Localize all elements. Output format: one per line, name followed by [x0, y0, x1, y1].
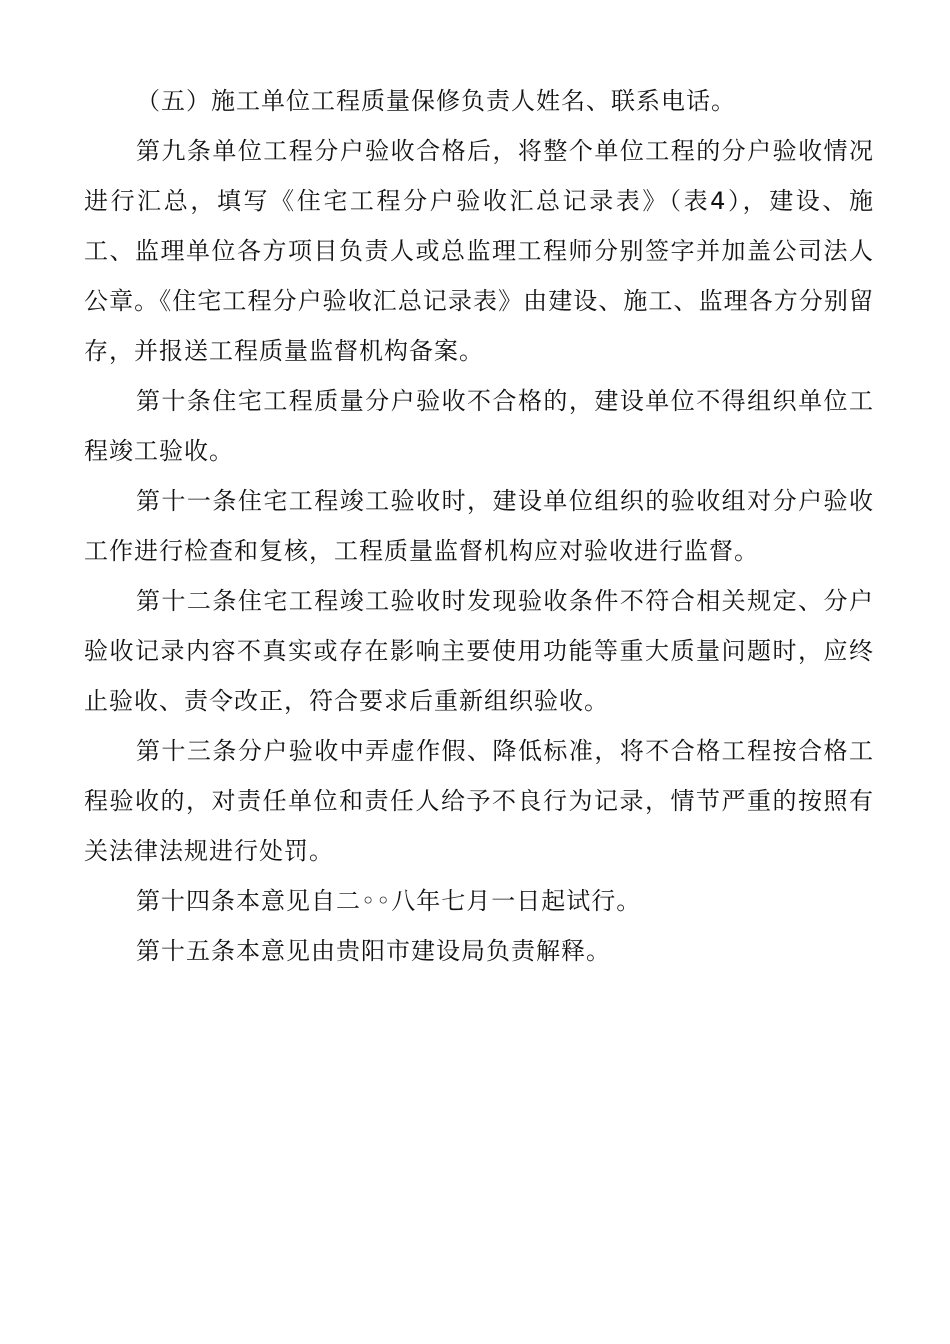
- document-body: [84, 76, 874, 976]
- paragraph-article-15: 第十五条本意见由贵阳市建设局负责解释。: [136, 937, 611, 965]
- paragraph-article-9: 第九条单位工程分户验收合格后，将整个单位工程的分户验收情况进行汇总，填写《住宅工程分户验收汇总记录表》（表4），建设、施工、监理单位各方项目负责人或总监理工程师分别签字并加盖公司法人公章。《住宅工程分户验收汇总记录表》由建设、施工、监理各方分别留存，并报送工程质量监督机构备案。: [84, 137, 874, 365]
- paragraph-article-13: 第十三条分户验收中弄虚作假、降低标准，将不合格工程按合格工程验收的，对责任单位和责任人给予不良行为记录，情节严重的按照有关法律法规进行处罚。: [84, 737, 874, 865]
- paragraph-article-11: 第十一条住宅工程竣工验收时，建设单位组织的验收组对分户验收工作进行检查和复核，工程质量监督机构应对验收进行监督。: [84, 487, 874, 565]
- paragraph-article-12: 第十二条住宅工程竣工验收时发现验收条件不符合相关规定、分户验收记录内容不真实或存在影响主要使用功能等重大质量问题时，应终止验收、责令改正，符合要求后重新组织验收。: [84, 587, 874, 715]
- paragraph-article-14: 第十四条本意见自二◦◦八年七月一日起试行。: [136, 887, 642, 915]
- paragraph-article-10: 第十条住宅工程质量分户验收不合格的，建设单位不得组织单位工程竣工验收。: [84, 387, 874, 465]
- paragraph-item-5-contact: （五）施工单位工程质量保修负责人姓名、联系电话。: [136, 87, 736, 115]
